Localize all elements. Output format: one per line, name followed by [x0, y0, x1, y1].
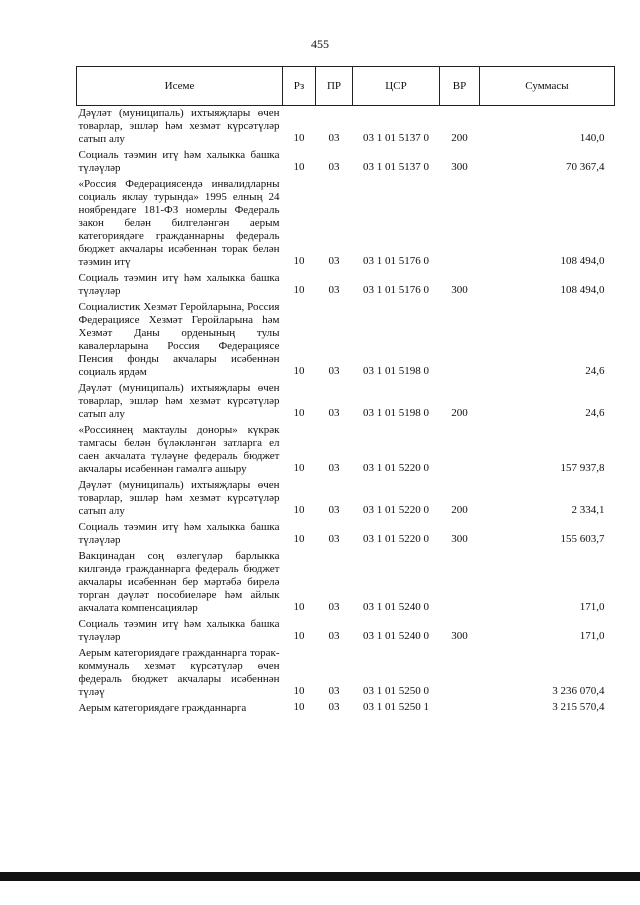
row-pr: 03 [328, 462, 340, 474]
row-rz: 10 [293, 533, 305, 545]
page-number: 455 [311, 37, 329, 51]
table-row [77, 646, 615, 701]
row-sum: 140,0 [579, 132, 605, 144]
row-name: Аерым категориядәге гражданнарга торак-коммуналь хезмәт күрсәтүләр өчен федераль бюджет акчалары исәбеннән түләү [78, 647, 280, 698]
row-pr: 03 [328, 630, 340, 642]
row-name: Дәүләт (муниципаль) ихтыяҗлары өчен товарлар, эшләр һәм хезмәт күрсәтүләр сатып алу [78, 382, 280, 420]
row-name: Социаль тәэмин итү һәм халыкка башка түләүләр [78, 618, 280, 643]
row-csr: 03 1 01 5220 0 [363, 462, 429, 474]
row-name: Социаль тәэмин итү һәм халыкка башка түләүләр [78, 272, 280, 297]
row-pr: 03 [328, 601, 340, 613]
table-row [77, 148, 615, 177]
row-pr: 03 [328, 504, 340, 516]
row-name: Дәүләт (муниципаль) ихтыяҗлары өчен товарлар, эшләр һәм хезмәт күрсәтүләр сатып алу [78, 479, 280, 517]
row-sum: 171,0 [579, 601, 605, 613]
table-row [77, 177, 615, 271]
table-row [77, 617, 615, 646]
row-csr: 03 1 01 5250 0 [363, 685, 429, 697]
row-csr: 03 1 01 5198 0 [363, 365, 429, 377]
row-rz: 10 [293, 685, 305, 697]
row-sum: 157 937,8 [560, 462, 605, 474]
row-vr [440, 549, 480, 617]
row-rz: 10 [293, 601, 305, 613]
row-sum: 2 334,1 [571, 504, 605, 516]
row-sum: 155 603,7 [560, 533, 605, 545]
row-vr [440, 423, 480, 478]
row-name: Аерым категориядәге гражданнарга [78, 702, 247, 714]
row-rz: 10 [293, 132, 305, 144]
row-pr: 03 [328, 255, 340, 267]
row-rz: 10 [293, 462, 305, 474]
row-vr: 300 [451, 533, 468, 545]
row-csr: 03 1 01 5240 0 [363, 630, 429, 642]
row-pr: 03 [328, 365, 340, 377]
row-sum: 3 215 570,4 [552, 701, 605, 713]
row-sum: 171,0 [579, 630, 605, 642]
row-vr: 200 [451, 407, 468, 419]
row-rz: 10 [293, 161, 305, 173]
row-name: «Россия Федерациясендә инвалидларны социаль яклау турында» 1995 елның 24 ноябрендәге 181-ФЗ номерлы Федераль закон белән билгеләнгән аерым категориядәге гражданнарны федераль бюджет акчалары исәбеннән торак белән тәэмин итү [78, 178, 280, 268]
row-rz: 10 [293, 407, 305, 419]
bottom-scan-border [0, 872, 640, 881]
row-csr: 03 1 01 5250 1 [363, 701, 429, 713]
row-rz: 10 [293, 504, 305, 516]
header-csr: ЦСР [353, 67, 440, 106]
row-pr: 03 [328, 701, 340, 713]
row-csr: 03 1 01 5240 0 [363, 601, 429, 613]
row-csr: 03 1 01 5137 0 [363, 132, 429, 144]
row-csr: 03 1 01 5220 0 [363, 504, 429, 516]
row-vr: 300 [451, 161, 468, 173]
row-csr: 03 1 01 5137 0 [363, 161, 429, 173]
row-name: Дәүләт (муниципаль) ихтыяҗлары өчен товарлар, эшләр һәм хезмәт күрсәтүләр сатып алу [78, 107, 280, 145]
table-row [77, 520, 615, 549]
table-row [77, 300, 615, 381]
table-row [77, 549, 615, 617]
table-row [77, 478, 615, 520]
row-sum: 108 494,0 [560, 255, 605, 267]
header-rz: Рз [283, 67, 316, 106]
row-name: Социалистик Хезмәт Геройларына, Россия Федерациясе Хезмәт Геройларына һәм Хезмәт Даны орденының тулы кавалерларына Россия Федерациясе Пенсия фонды акчалары исәбеннән социаль ярдәм [78, 301, 280, 378]
table-row [77, 271, 615, 300]
row-rz: 10 [293, 284, 305, 296]
table-row [77, 701, 615, 717]
row-csr: 03 1 01 5220 0 [363, 533, 429, 545]
row-vr [440, 646, 480, 701]
row-rz: 10 [293, 630, 305, 642]
row-rz: 10 [293, 255, 305, 267]
table-row [77, 106, 615, 149]
row-csr: 03 1 01 5176 0 [363, 284, 429, 296]
row-vr: 200 [451, 504, 468, 516]
row-csr: 03 1 01 5176 0 [363, 255, 429, 267]
row-vr [440, 177, 480, 271]
row-sum: 108 494,0 [560, 284, 605, 296]
row-sum: 24,6 [585, 407, 605, 419]
row-pr: 03 [328, 533, 340, 545]
row-csr: 03 1 01 5198 0 [363, 407, 429, 419]
row-pr: 03 [328, 132, 340, 144]
header-sum: Суммасы [480, 67, 615, 106]
table-header-row [77, 67, 615, 106]
row-vr: 300 [451, 630, 468, 642]
header-pr: ПР [316, 67, 353, 106]
header-vr: ВР [440, 67, 480, 106]
row-sum: 24,6 [585, 365, 605, 377]
row-pr: 03 [328, 284, 340, 296]
row-sum: 3 236 070,4 [552, 685, 605, 697]
row-vr [440, 701, 480, 717]
row-name: Социаль тәэмин итү һәм халыкка башка түләүләр [78, 149, 280, 174]
row-name: Социаль тәэмин итү һәм халыкка башка түләүләр [78, 521, 280, 546]
row-rz: 10 [293, 701, 305, 713]
row-pr: 03 [328, 161, 340, 173]
row-rz: 10 [293, 365, 305, 377]
table-row [77, 381, 615, 423]
row-name: «Россиянең мактаулы доноры» күкрәк тамгасы белән бүләкләнгән затларга ел саен акчалата түләүне федераль бюджет акчалары исәбеннән гамәлгә ашыру [78, 424, 280, 475]
header-name: Исеме [77, 67, 283, 106]
row-name: Вакцинадан соң өзлегүләр барлыкка килгәндә гражданнарга федераль бюджет акчалары исәбеннән бер мәртәбә бирелә торган дәүләт пособиеләре һәм айлык акчалата компенсацияләр [78, 550, 280, 614]
budget-table [76, 66, 615, 717]
row-pr: 03 [328, 685, 340, 697]
row-vr: 300 [451, 284, 468, 296]
row-pr: 03 [328, 407, 340, 419]
row-sum: 70 367,4 [566, 161, 605, 173]
row-vr [440, 300, 480, 381]
row-vr: 200 [451, 132, 468, 144]
table-row [77, 423, 615, 478]
